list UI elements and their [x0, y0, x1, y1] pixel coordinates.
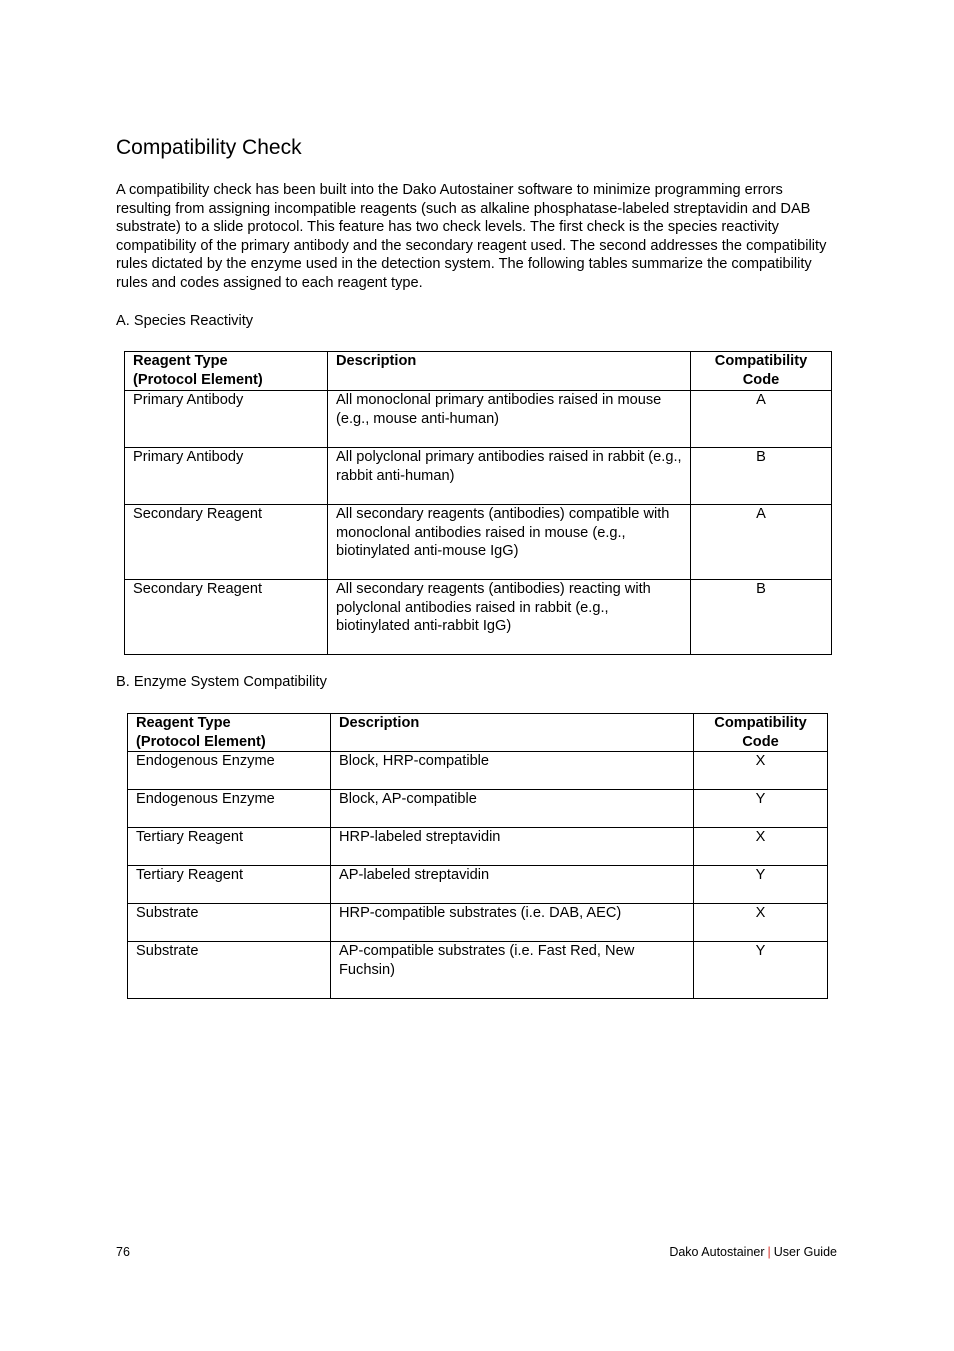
code-cell: X: [694, 752, 828, 790]
table-row: [125, 448, 832, 505]
reagent-type-cell: Primary Antibody: [125, 391, 328, 448]
header-description: Description: [328, 352, 691, 391]
description-cell: AP-compatible substrates (i.e. Fast Red, New Fuchsin): [331, 942, 694, 999]
description-cell: Block, HRP-compatible: [331, 752, 694, 790]
header-reagent-type: Reagent Type (Protocol Element): [128, 714, 331, 752]
header-reagent-type: Reagent Type (Protocol Element): [125, 352, 328, 391]
table-header-row: [128, 714, 828, 752]
description-cell: All secondary reagents (antibodies) reacting with polyclonal antibodies raised in rabbit (e.g., biotinylated anti-rabbit IgG): [328, 580, 691, 655]
section-b-heading: B. Enzyme System Compatibility: [116, 674, 327, 690]
reagent-type-cell: Endogenous Enzyme: [128, 752, 331, 790]
description-cell: AP-labeled streptavidin: [331, 866, 694, 904]
table-row: [128, 904, 828, 942]
reagent-type-cell: Secondary Reagent: [125, 505, 328, 580]
footer-guide-title: [669, 1244, 837, 1260]
intro-paragraph: A compatibility check has been built into the Dako Autostainer software to minimize programming errors resulting from assigning incompatible reagents (such as alkaline phosphatase-labeled streptavidin and DAB substrate) to a slide protocol. This feature has two check levels. The first check is the species reactivity compatibility of the primary antibody and the secondary reagent used. The second addresses the compatibility rules dictated by the enzyme used in the detection system. The following tables summarize the compatibility rules and codes assigned to each reagent type.: [116, 182, 827, 291]
code-cell: B: [691, 448, 832, 505]
code-cell: X: [694, 828, 828, 866]
reagent-type-cell: Substrate: [128, 942, 331, 999]
header-compatibility-code: Compatibility Code: [694, 714, 828, 752]
description-cell: HRP-labeled streptavidin: [331, 828, 694, 866]
table-row: [125, 391, 832, 448]
description-cell: Block, AP-compatible: [331, 790, 694, 828]
footer-guide: User Guide: [773, 1245, 837, 1259]
reagent-type-cell: Tertiary Reagent: [128, 828, 331, 866]
page-number: 76: [116, 1245, 130, 1259]
section-a-heading: A. Species Reactivity: [116, 313, 254, 329]
enzyme-compatibility-table: [127, 713, 828, 999]
code-cell: A: [691, 391, 832, 448]
page-title: Compatibility Check: [116, 136, 302, 159]
reagent-type-cell: Tertiary Reagent: [128, 866, 331, 904]
description-cell: All secondary reagents (antibodies) compatible with monoclonal antibodies raised in mouse (e.g., biotinylated anti-mouse IgG): [328, 505, 691, 580]
table-row: [128, 752, 828, 790]
table-row: [128, 866, 828, 904]
reagent-type-cell: Endogenous Enzyme: [128, 790, 331, 828]
description-cell: All polyclonal primary antibodies raised in rabbit (e.g., rabbit anti-human): [328, 448, 691, 505]
header-compatibility-code: Compatibility Code: [691, 352, 832, 391]
code-cell: B: [691, 580, 832, 655]
header-description: Description: [331, 714, 694, 752]
code-cell: A: [691, 505, 832, 580]
reagent-type-cell: Primary Antibody: [125, 448, 328, 505]
code-cell: Y: [694, 790, 828, 828]
table-header-row: [125, 352, 832, 391]
reagent-type-cell: Substrate: [128, 904, 331, 942]
code-cell: X: [694, 904, 828, 942]
description-cell: All monoclonal primary antibodies raised in mouse (e.g., mouse anti-human): [328, 391, 691, 448]
code-cell: Y: [694, 942, 828, 999]
table-row: [125, 505, 832, 580]
table-row: [125, 580, 832, 655]
species-reactivity-table: [124, 351, 832, 655]
footer-separator: |: [767, 1245, 771, 1259]
code-cell: Y: [694, 866, 828, 904]
table-row: [128, 790, 828, 828]
description-cell: HRP-compatible substrates (i.e. DAB, AEC): [331, 904, 694, 942]
footer-product: Dako Autostainer: [669, 1245, 765, 1259]
table-row: [128, 828, 828, 866]
reagent-type-cell: Secondary Reagent: [125, 580, 328, 655]
table-row: [128, 942, 828, 999]
